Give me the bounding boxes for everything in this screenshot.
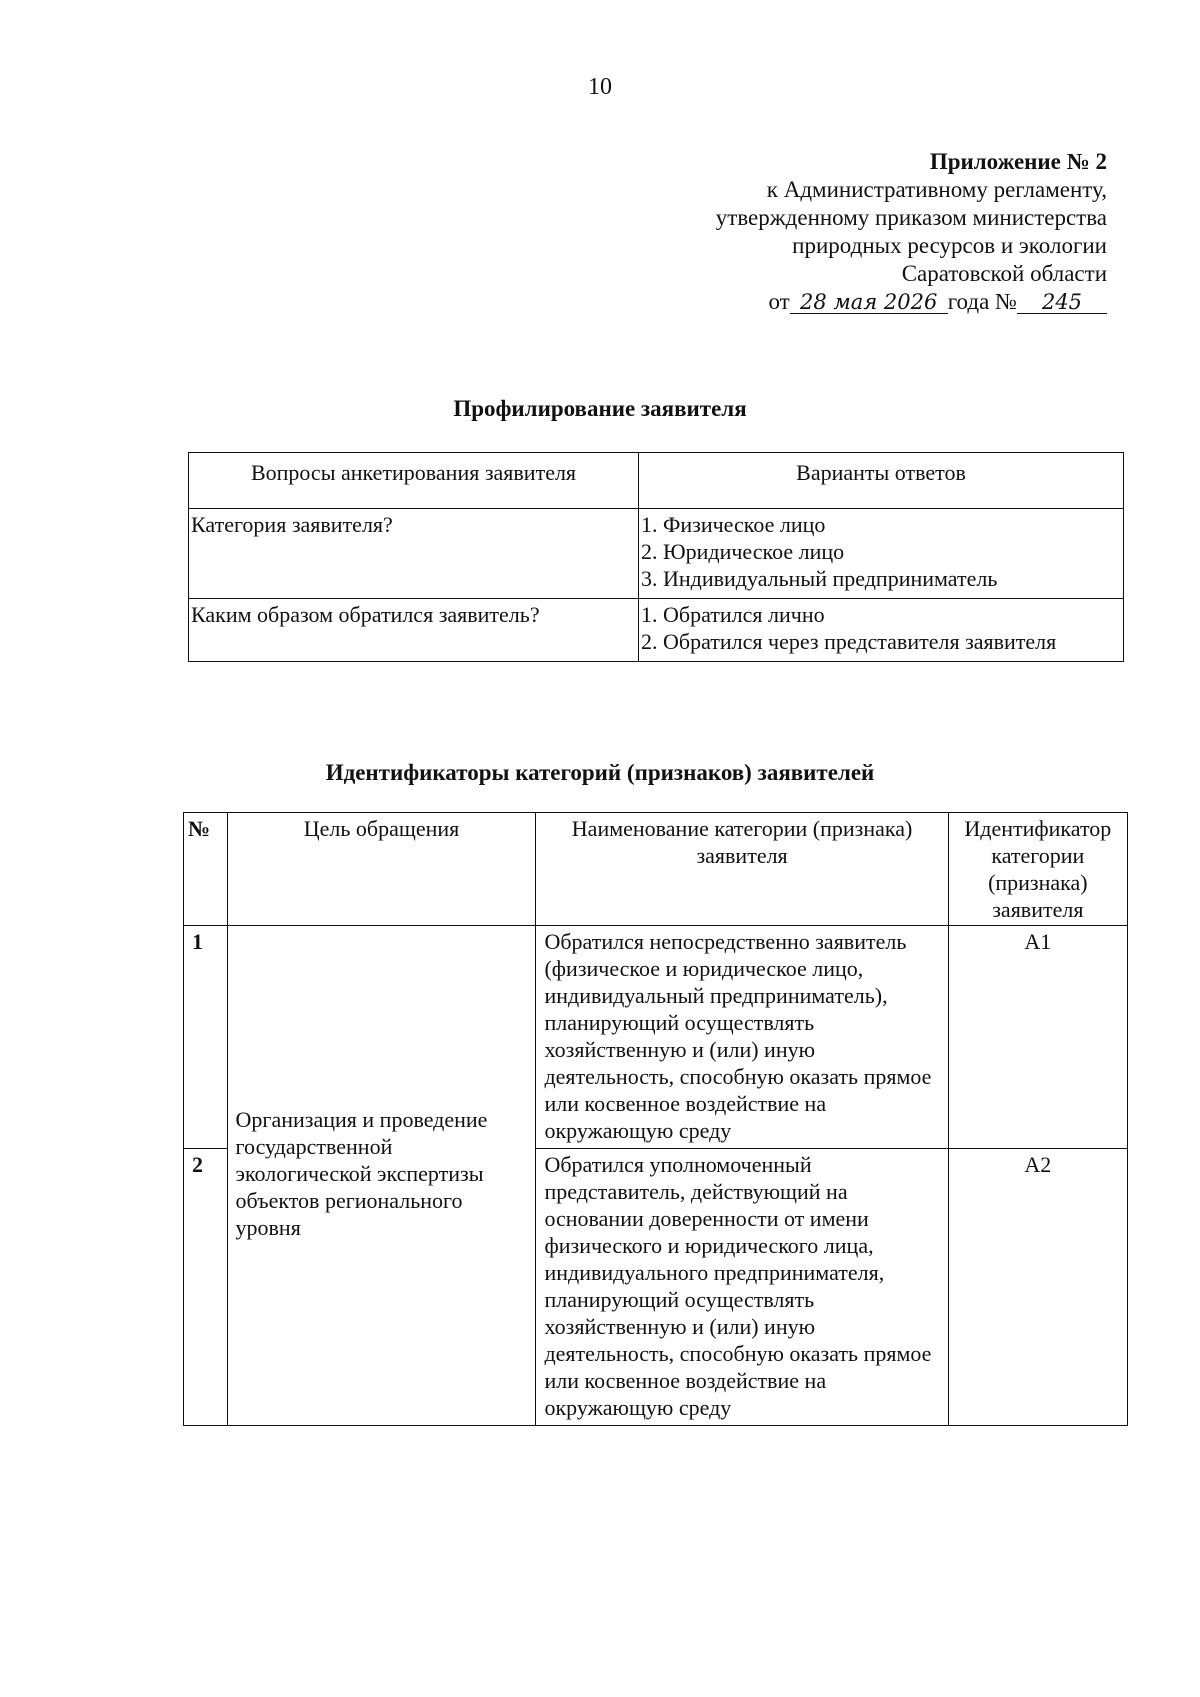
annex-line: природных ресурсов и экологии [792, 233, 1107, 258]
header-identifier: Идентификатор категории (признака) заявителя [948, 813, 1127, 926]
answers-cell [639, 509, 1124, 599]
question-cell: Каким образом обратился заявитель? [189, 599, 639, 662]
answer-option: 2. Обратился через представителя заявителя [641, 629, 1057, 654]
table-row [189, 599, 1124, 662]
answer-option: 3. Индивидуальный предприниматель [641, 566, 998, 591]
table-row [189, 509, 1124, 599]
answer-option: 1. Обратился лично [641, 602, 825, 627]
answers-cell [639, 599, 1124, 662]
date-prefix: от [768, 289, 790, 314]
header-number: № [184, 813, 228, 926]
header-answers: Варианты ответов [639, 453, 1124, 509]
row-number: 2 [184, 1149, 228, 1426]
table-header-row [184, 813, 1128, 926]
annex-line: Саратовской области [901, 261, 1107, 286]
annex-header [716, 148, 1107, 316]
row-number: 1 [184, 926, 228, 1149]
annex-title: Приложение № 2 [929, 149, 1107, 174]
handwritten-number: 245 [1017, 291, 1107, 314]
handwritten-date: 28 мая 2026 [790, 291, 948, 314]
header-questions: Вопросы анкетирования заявителя [189, 453, 639, 509]
question-cell: Категория заявителя? [189, 509, 639, 599]
annex-line: к Административному регламенту, [766, 177, 1107, 202]
answer-option: 2. Юридическое лицо [641, 539, 845, 564]
identifier-cell: А1 [948, 926, 1127, 1149]
identifier-cell: А2 [948, 1149, 1127, 1426]
identifiers-section-title: Идентификаторы категорий (признаков) заявителей [325, 760, 875, 785]
table-header-row [189, 453, 1124, 509]
annex-line: утвержденному приказом министерства [715, 205, 1107, 230]
answer-option: 1. Физическое лицо [641, 512, 826, 537]
table-row [184, 926, 1128, 1149]
year-word: года № [947, 289, 1017, 314]
identifiers-table [183, 812, 1128, 1426]
profile-table [188, 452, 1124, 662]
goal-cell: Организация и проведение государственной экологической экспертизы объектов регионального уровня [227, 926, 536, 1426]
annex-date-line [716, 288, 1107, 316]
header-goal: Цель обращения [227, 813, 536, 926]
category-cell: Обратился уполномоченный представитель, действующий на основании доверенности от имени физического и юридического лица, индивидуального предпринимателя, планирующий осуществлять хозяйственную и (или) иную деятельность, способную оказать прямое или косвенное воздействие на окружающую среду [536, 1149, 948, 1426]
category-cell: Обратился непосредственно заявитель (физическое и юридическое лицо, индивидуальный предприниматель), планирующий осуществлять хозяйственную и (или) иную деятельность, способную оказать прямое или косвенное воздействие на окружающую среду [536, 926, 948, 1149]
profile-section-title: Профилирование заявителя [453, 396, 747, 421]
page-number: 10 [588, 74, 612, 100]
header-category: Наименование категории (признака) заявителя [536, 813, 948, 926]
